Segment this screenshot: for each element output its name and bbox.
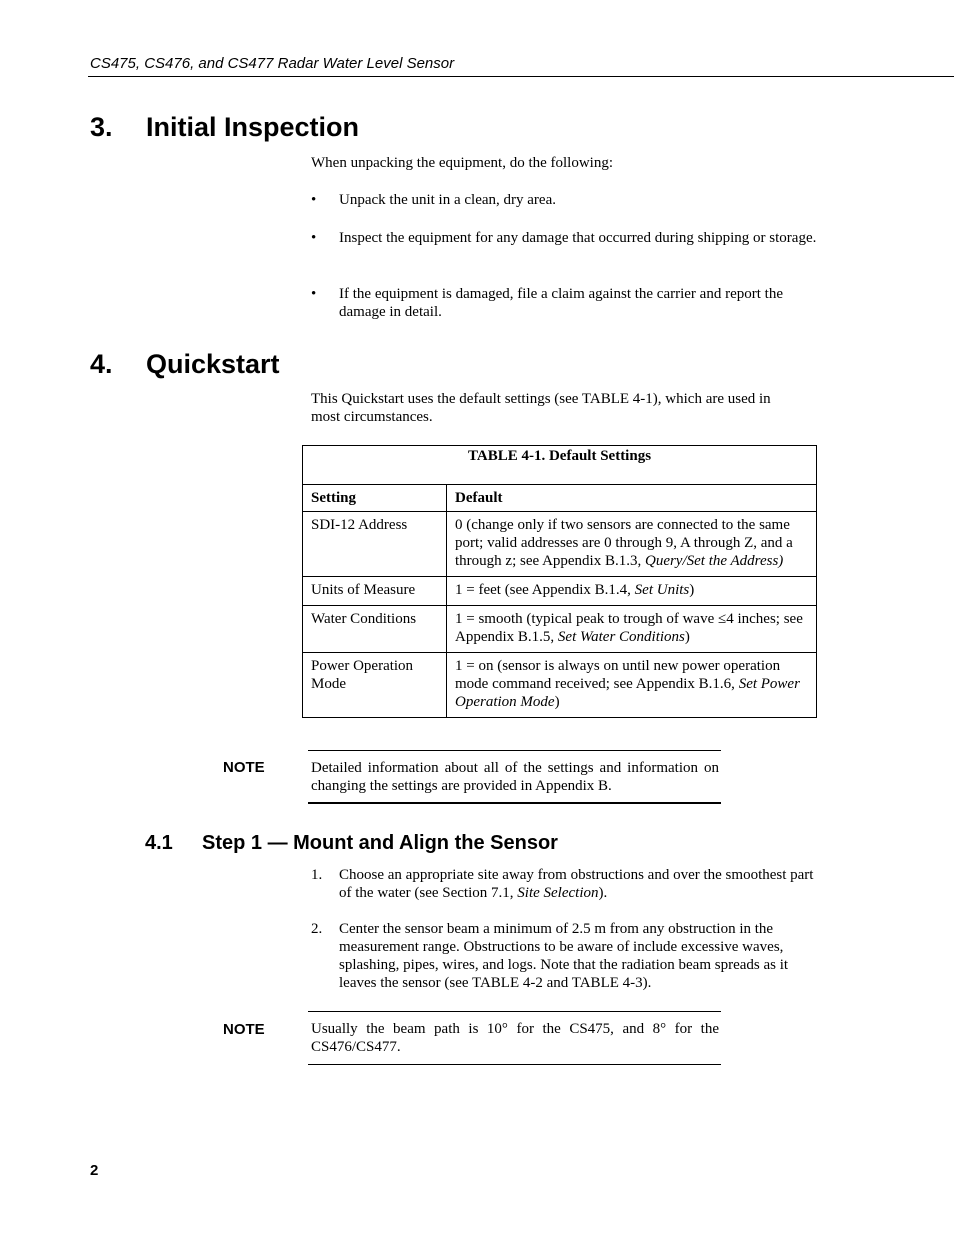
subsection-number: 4.1 xyxy=(145,832,173,854)
cell-default-reference: Set Units xyxy=(634,582,690,598)
section-title: Quickstart xyxy=(146,349,280,379)
table-row xyxy=(303,577,817,606)
column-header-setting: Setting xyxy=(303,485,447,512)
section-intro: When unpacking the equipment, do the following: xyxy=(311,155,614,171)
bullet-icon: • xyxy=(311,286,317,302)
page-number: 2 xyxy=(90,1162,99,1179)
default-settings-table xyxy=(302,445,817,718)
step-text-body: Center the sensor beam a minimum of 2.5 m from any obstruction in the measurement range. Obstructions to be aware of include excessive waves, splashing, pipes, wires, and logs. Note that the radiation beam spreads as it leaves the sensor (see TABLE 4-2 and TABLE 4-3). xyxy=(339,921,789,991)
section-number: 4. xyxy=(90,349,113,379)
subsection-heading-mount-align xyxy=(145,832,845,858)
table-row xyxy=(303,606,817,653)
cell-setting: Power Operation Mode xyxy=(303,653,447,718)
step-text xyxy=(339,866,819,902)
bullet-item xyxy=(311,191,821,211)
subsection-title: Step 1 — Mount and Align the Sensor xyxy=(202,832,558,854)
bullet-item xyxy=(311,229,821,269)
cell-default-reference: Set Power Operation Mode xyxy=(455,676,800,710)
note-label: NOTE xyxy=(223,759,265,776)
cell-setting: Units of Measure xyxy=(303,577,447,606)
section-heading-quickstart xyxy=(90,349,690,383)
step-number: 1. xyxy=(311,867,323,883)
cell-default xyxy=(447,512,817,577)
note-text: Detailed information about all of the settings and information on changing the settings are provided in Appendix B. xyxy=(311,760,719,794)
cell-default-text: 1 = smooth (typical peak to trough of wave ≤4 inches; see Appendix B.1.5, xyxy=(455,611,803,645)
running-header: CS475, CS476, and CS477 Radar Water Level Sensor xyxy=(90,55,455,72)
cell-default-reference: Query/Set the Address) xyxy=(644,553,784,569)
cell-default xyxy=(447,606,817,653)
step-text-tail: ). xyxy=(598,885,608,901)
section-number: 3. xyxy=(90,112,113,142)
section-title: Initial Inspection xyxy=(146,112,360,142)
header-rule xyxy=(88,76,954,77)
bullet-text: If the equipment is damaged, file a claim against the carrier and report the damage in detail. xyxy=(339,286,783,320)
step-text-body: Choose an appropriate site away from obstructions and over the smoothest part of the water (see Section 7.1, xyxy=(339,867,814,901)
note-text: Usually the beam path is 10° for the CS475, and 8° for the CS476/CS477. xyxy=(311,1021,719,1055)
cell-default-tail: ) xyxy=(684,629,690,645)
note-label: NOTE xyxy=(223,1021,265,1038)
note-box xyxy=(308,1011,721,1065)
bullet-icon: • xyxy=(311,230,317,246)
cell-default-text: 1 = on (sensor is always on until new power operation mode command received; see Appendix B.1.6, xyxy=(455,658,781,692)
cell-setting: SDI-12 Address xyxy=(303,512,447,577)
note-box xyxy=(308,750,721,804)
cell-default-text: 1 = feet (see Appendix B.1.4, xyxy=(455,582,635,598)
table-caption: TABLE 4-1. Default Settings xyxy=(303,446,817,485)
cell-default-tail: ) xyxy=(554,694,560,710)
cell-default xyxy=(447,653,817,718)
bullet-text: Unpack the unit in a clean, dry area. xyxy=(339,192,556,208)
cell-default-text: 0 (change only if two sensors are connected to the same port; valid addresses are 0 through 9, A through Z, and a through z; see Appendix B.1.3, xyxy=(455,517,793,569)
bullet-item xyxy=(311,285,821,325)
cell-default-tail: ) xyxy=(689,582,695,598)
numbered-step xyxy=(311,920,821,996)
step-text xyxy=(339,920,819,992)
section-intro: This Quickstart uses the default settings (see TABLE 4-1), which are used in most circumstances. xyxy=(311,391,771,425)
step-reference: Site Selection xyxy=(517,885,599,901)
cell-default xyxy=(447,577,817,606)
cell-default-reference: Set Water Conditions xyxy=(557,629,685,645)
cell-setting: Water Conditions xyxy=(303,606,447,653)
table-row xyxy=(303,512,817,577)
step-number: 2. xyxy=(311,921,323,937)
table-row xyxy=(303,653,817,718)
column-header-default: Default xyxy=(447,485,817,512)
bullet-icon: • xyxy=(311,192,317,208)
section-heading-initial-inspection xyxy=(90,112,690,146)
numbered-step xyxy=(311,866,821,906)
bullet-text: Inspect the equipment for any damage that occurred during shipping or storage. xyxy=(339,230,817,246)
